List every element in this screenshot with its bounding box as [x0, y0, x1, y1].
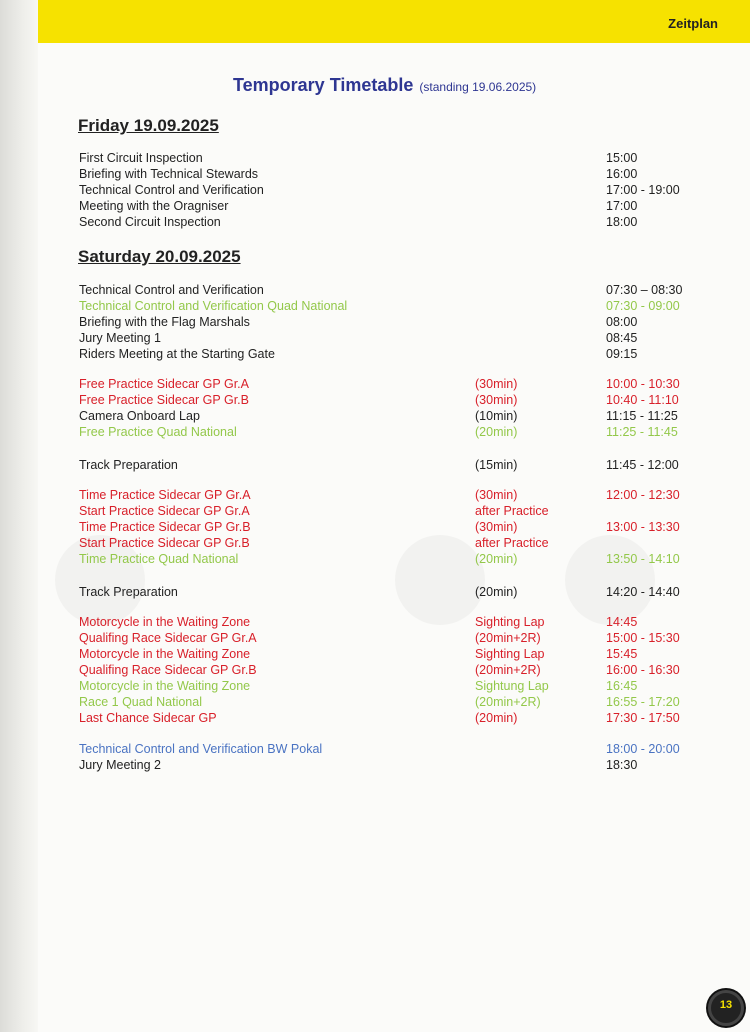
timetable-event: Camera Onboard Lap: [79, 409, 200, 423]
timetable-event: Time Practice Quad National: [79, 552, 239, 566]
timetable-event: Jury Meeting 1: [79, 331, 161, 345]
timetable-duration: (30min): [475, 377, 518, 391]
timetable-time: 16:00 - 16:30: [606, 663, 680, 677]
timetable-event: Meeting with the Oragniser: [79, 199, 229, 213]
timetable-duration: (10min): [475, 409, 518, 423]
timetable-time: 13:50 - 14:10: [606, 552, 680, 566]
timetable-duration: after Practice: [475, 504, 549, 518]
timetable-time: 18:00 - 20:00: [606, 742, 680, 756]
timetable-duration: (15min): [475, 458, 518, 472]
timetable-duration: (20min): [475, 711, 518, 725]
timetable-event: Track Preparation: [79, 585, 178, 599]
timetable-event: Free Practice Sidecar GP Gr.A: [79, 377, 249, 391]
timetable-duration: after Practice: [475, 536, 549, 550]
timetable-event: Motorcycle in the Waiting Zone: [79, 647, 251, 661]
timetable-event: Race 1 Quad National: [79, 695, 202, 709]
timetable-duration: (30min): [475, 488, 518, 502]
page-number-badge: [708, 990, 744, 1026]
timetable-event: Briefing with the Flag Marshals: [79, 315, 250, 329]
timetable-duration: Sighting Lap: [475, 615, 545, 629]
timetable-event: Briefing with Technical Stewards: [79, 167, 259, 181]
timetable-time: 10:00 - 10:30: [606, 377, 680, 391]
timetable-duration: Sighting Lap: [475, 647, 545, 661]
timetable-duration: (20min+2R): [475, 663, 541, 677]
timetable-event: Technical Control and Verification Quad National: [79, 299, 348, 313]
timetable-event: Start Practice Sidecar GP Gr.A: [79, 504, 250, 518]
timetable-duration: Sightung Lap: [475, 679, 549, 693]
title-sub: (standing 19.06.2025): [419, 80, 537, 94]
page-number: 13: [719, 999, 733, 1011]
timetable-event: Technical Control and Verification: [79, 283, 264, 297]
timetable-event: Qualifing Race Sidecar GP Gr.A: [79, 631, 257, 645]
timetable-time: 15:00 - 15:30: [606, 631, 680, 645]
timetable-event: Second Circuit Inspection: [79, 215, 221, 229]
timetable-duration: (20min): [475, 552, 518, 566]
timetable-time: 08:45: [606, 331, 638, 345]
timetable-time: 08:00: [606, 315, 638, 329]
day-heading-friday: Friday 19.09.2025: [78, 116, 219, 135]
timetable-time: 14:20 - 14:40: [606, 585, 680, 599]
title-main: Temporary Timetable: [233, 75, 414, 95]
timetable-duration: (30min): [475, 393, 518, 407]
timetable-event: Riders Meeting at the Starting Gate: [79, 347, 275, 361]
timetable-time: 17:30 - 17:50: [606, 711, 680, 725]
timetable-time: 16:45: [606, 679, 638, 693]
timetable-event: Start Practice Sidecar GP Gr.B: [79, 536, 250, 550]
timetable-time: 07:30 - 09:00: [606, 299, 680, 313]
timetable-time: 15:45: [606, 647, 638, 661]
timetable-time: 12:00 - 12:30: [606, 488, 680, 502]
timetable-event: Qualifing Race Sidecar GP Gr.B: [79, 663, 257, 677]
timetable-time: 13:00 - 13:30: [606, 520, 680, 534]
timetable-event: Last Chance Sidecar GP: [79, 711, 217, 725]
timetable-event: Time Practice Sidecar GP Gr.A: [79, 488, 251, 502]
timetable-time: 11:25 - 11:45: [606, 425, 678, 439]
timetable-event: Time Practice Sidecar GP Gr.B: [79, 520, 251, 534]
timetable-time: 16:00: [606, 167, 638, 181]
timetable-time: 18:00: [606, 215, 638, 229]
timetable-event: Technical Control and Verification: [79, 183, 264, 197]
page-spine: [0, 0, 38, 1032]
timetable-event: Free Practice Sidecar GP Gr.B: [79, 393, 249, 407]
timetable-event: Technical Control and Verification BW Pokal: [79, 742, 323, 756]
timetable-event: Free Practice Quad National: [79, 425, 237, 439]
timetable-event: Jury Meeting 2: [79, 758, 161, 772]
header-bar: [38, 0, 750, 43]
timetable-time: 10:40 - 11:10: [606, 393, 679, 407]
timetable-event: Track Preparation: [79, 458, 178, 472]
timetable-duration: (20min): [475, 585, 518, 599]
timetable-time: 07:30 – 08:30: [606, 283, 683, 297]
timetable-time: 17:00 - 19:00: [606, 183, 680, 197]
timetable-time: 11:45 - 12:00: [606, 458, 679, 472]
timetable-time: 16:55 - 17:20: [606, 695, 680, 709]
timetable-duration: (20min+2R): [475, 695, 541, 709]
timetable-event: Motorcycle in the Waiting Zone: [79, 615, 251, 629]
timetable-time: 15:00: [606, 151, 638, 165]
timetable-event: Motorcycle in the Waiting Zone: [79, 679, 251, 693]
timetable-event: First Circuit Inspection: [79, 151, 203, 165]
timetable-duration: (30min): [475, 520, 518, 534]
timetable-duration: (20min): [475, 425, 518, 439]
timetable-time: 17:00: [606, 199, 638, 213]
timetable-duration: (20min+2R): [475, 631, 541, 645]
section-label: Zeitplan: [668, 16, 718, 31]
timetable-time: 09:15: [606, 347, 638, 361]
page-title: [233, 75, 536, 96]
timetable-time: 18:30: [606, 758, 638, 772]
day-heading-saturday: Saturday 20.09.2025: [78, 247, 241, 266]
timetable-time: 11:15 - 11:25: [606, 409, 678, 423]
timetable-time: 14:45: [606, 615, 638, 629]
